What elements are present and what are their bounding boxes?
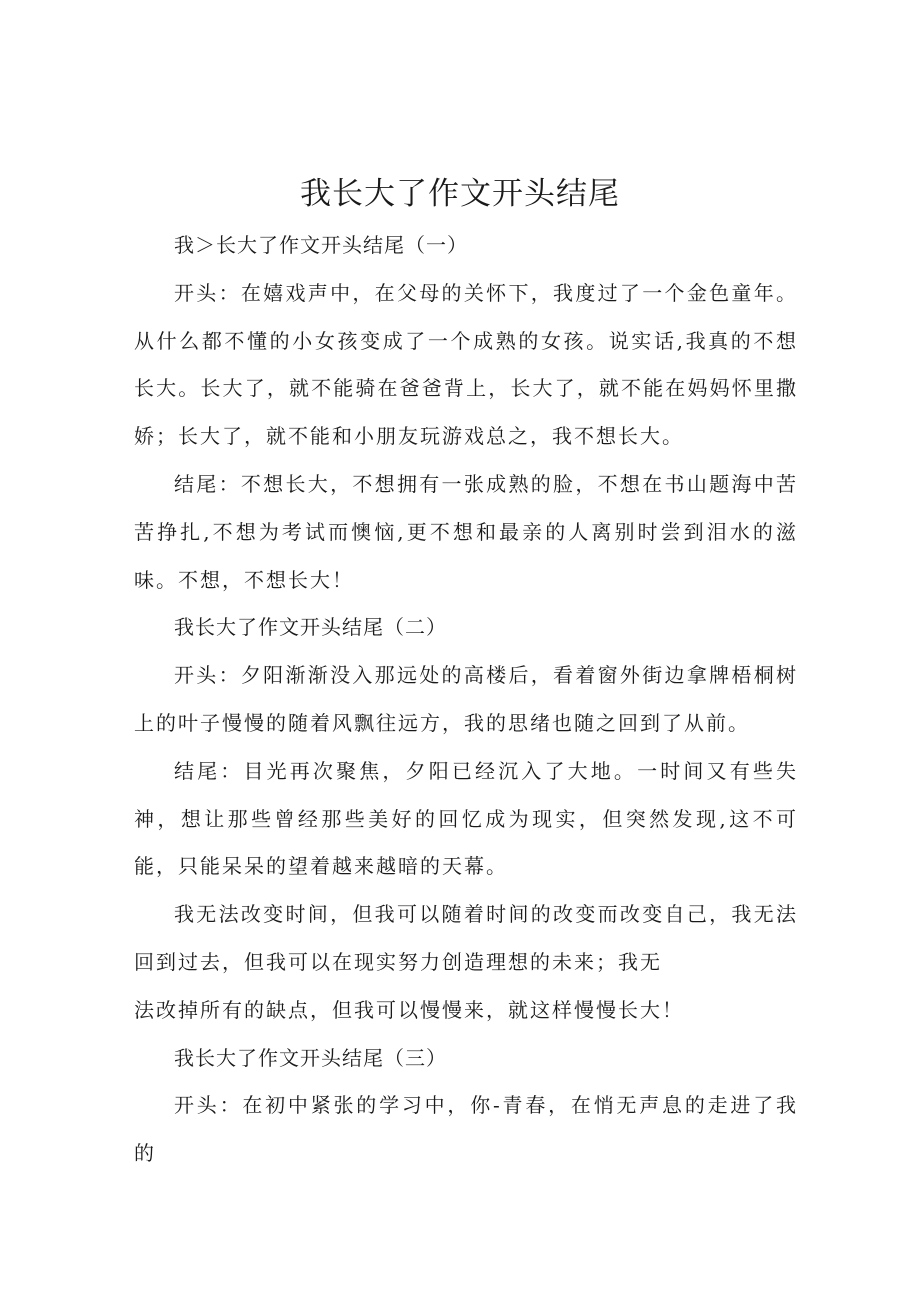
paragraph-ending-2: 结尾：目光再次聚焦，夕阳已经沉入了大地。一时间又有些失神，想让那些曾经那些美好的回忆成为现实，但突然发现,这不可能，只能呆呆的望着越来越暗的天幕。	[134, 758, 798, 879]
paragraph-reflection-continued: 法改掉所有的缺点，但我可以慢慢来，就这样慢慢长大！	[134, 997, 684, 1022]
paragraph-ending-1: 结尾：不想长大，不想拥有一张成熟的脸，不想在书山题海中苦苦挣扎,不想为考试而懊恼,更不想和最亲的人离别时尝到泪水的滋味。不想，不想长大！	[134, 471, 798, 592]
paragraph-reflection: 我无法改变时间，但我可以随着时间的改变而改变自己，我无法回到过去，但我可以在现实努力创造理想的未来；我无	[134, 902, 798, 974]
section-heading-1: 我＞长大了作文开头结尾（一）	[174, 233, 468, 257]
paragraph-opening-1: 开头：在嬉戏声中，在父母的关怀下，我度过了一个金色童年。从什么都不懂的小女孩变成了一个成熟的女孩。说实话,我真的不想长大。长大了，就不能骑在爸爸背上，长大了，就不能在妈妈怀里撒娇；长大了，就不能和小朋友玩游戏总之，我不想长大。	[134, 280, 798, 449]
paragraph-opening-3: 开头：在初中紧张的学习中，你-青春，在悄无声息的走进了我的	[134, 1093, 798, 1166]
document-title: 我长大了作文开头结尾	[300, 176, 620, 212]
section-heading-3: 我长大了作文开头结尾（三）	[174, 1045, 447, 1070]
section-heading-2: 我长大了作文开头结尾（二）	[174, 615, 447, 640]
document-body	[134, 222, 798, 1178]
paragraph-opening-2: 开头：夕阳渐渐没入那远处的高楼后，看着窗外街边拿牌梧桐树上的叶子慢慢的随着风飘往远方，我的思绪也随之回到了从前。	[134, 663, 798, 735]
